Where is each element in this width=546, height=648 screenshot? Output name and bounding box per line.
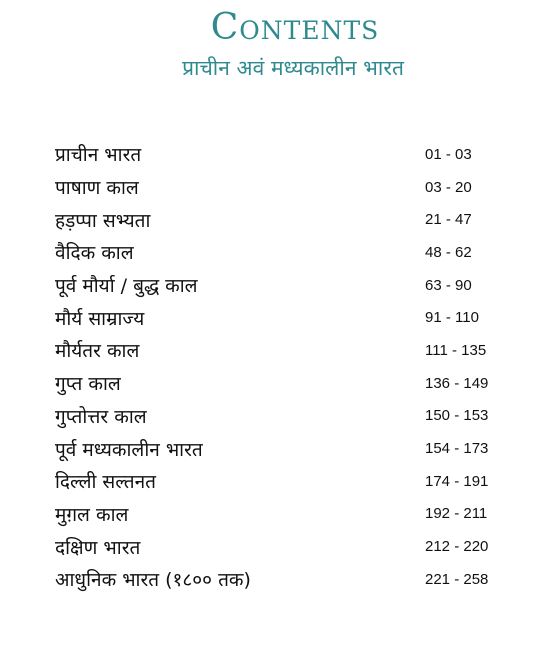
toc-entry bbox=[55, 530, 515, 563]
toc-page-range: 174 - 191 bbox=[425, 472, 489, 490]
toc-chapter-title: मौर्य साम्राज्य bbox=[55, 307, 145, 330]
toc-page-range: 63 - 90 bbox=[425, 276, 472, 294]
toc-entry bbox=[55, 400, 515, 433]
toc-entry bbox=[55, 269, 515, 302]
toc-chapter-title: दिल्ली सल्तनत bbox=[55, 471, 156, 494]
toc-entry bbox=[55, 138, 515, 171]
toc-chapter-title: दक्षिण भारत bbox=[55, 536, 141, 559]
toc-chapter-title: मुग़ल काल bbox=[55, 503, 129, 526]
toc-page-range: 91 - 110 bbox=[425, 309, 479, 327]
toc-chapter-title: वैदिक काल bbox=[55, 242, 134, 265]
toc-chapter-title: मौर्यतर काल bbox=[55, 340, 140, 363]
toc-page-range: 150 - 153 bbox=[425, 407, 489, 425]
contents-header bbox=[0, 4, 546, 82]
toc-entry bbox=[55, 236, 515, 269]
toc-entry bbox=[55, 203, 515, 236]
toc-entry bbox=[55, 334, 515, 367]
toc-entry bbox=[55, 432, 515, 465]
toc-chapter-title: प्राचीन भारत bbox=[55, 144, 142, 167]
toc-chapter-title: गुप्तोत्तर काल bbox=[55, 405, 147, 428]
toc-page-range: 192 - 211 bbox=[425, 505, 488, 523]
toc-entry bbox=[55, 301, 515, 334]
toc-chapter-title: पूर्व मध्यकालीन भारत bbox=[55, 438, 203, 461]
toc-entry bbox=[55, 563, 515, 596]
toc-page-range: 221 - 258 bbox=[425, 570, 489, 588]
toc-entry bbox=[55, 498, 515, 531]
toc-entry bbox=[55, 367, 515, 400]
toc-entry bbox=[55, 465, 515, 498]
page-title: Contents bbox=[210, 7, 380, 48]
toc-entry bbox=[55, 171, 515, 204]
table-of-contents bbox=[55, 138, 515, 596]
toc-page-range: 01 - 03 bbox=[425, 145, 472, 163]
toc-page-range: 154 - 173 bbox=[425, 440, 489, 458]
toc-chapter-title: पूर्व मौर्या / बुद्ध काल bbox=[55, 275, 198, 298]
toc-chapter-title: पाषाण काल bbox=[55, 177, 139, 200]
toc-page-range: 03 - 20 bbox=[425, 178, 472, 196]
page-subtitle: प्राचीन अवं मध्यकालीन भारत bbox=[182, 56, 404, 80]
toc-page-range: 212 - 220 bbox=[425, 538, 489, 556]
toc-chapter-title: आधुनिक भारत (१८०० तक) bbox=[55, 569, 251, 592]
toc-page-range: 48 - 62 bbox=[425, 243, 472, 261]
toc-page-range: 136 - 149 bbox=[425, 374, 489, 392]
toc-page-range: 21 - 47 bbox=[425, 211, 472, 229]
toc-page-range: 111 - 135 bbox=[425, 341, 487, 359]
toc-chapter-title: गुप्त काल bbox=[55, 373, 121, 396]
toc-chapter-title: हड़प्पा सभ्यता bbox=[55, 209, 151, 232]
